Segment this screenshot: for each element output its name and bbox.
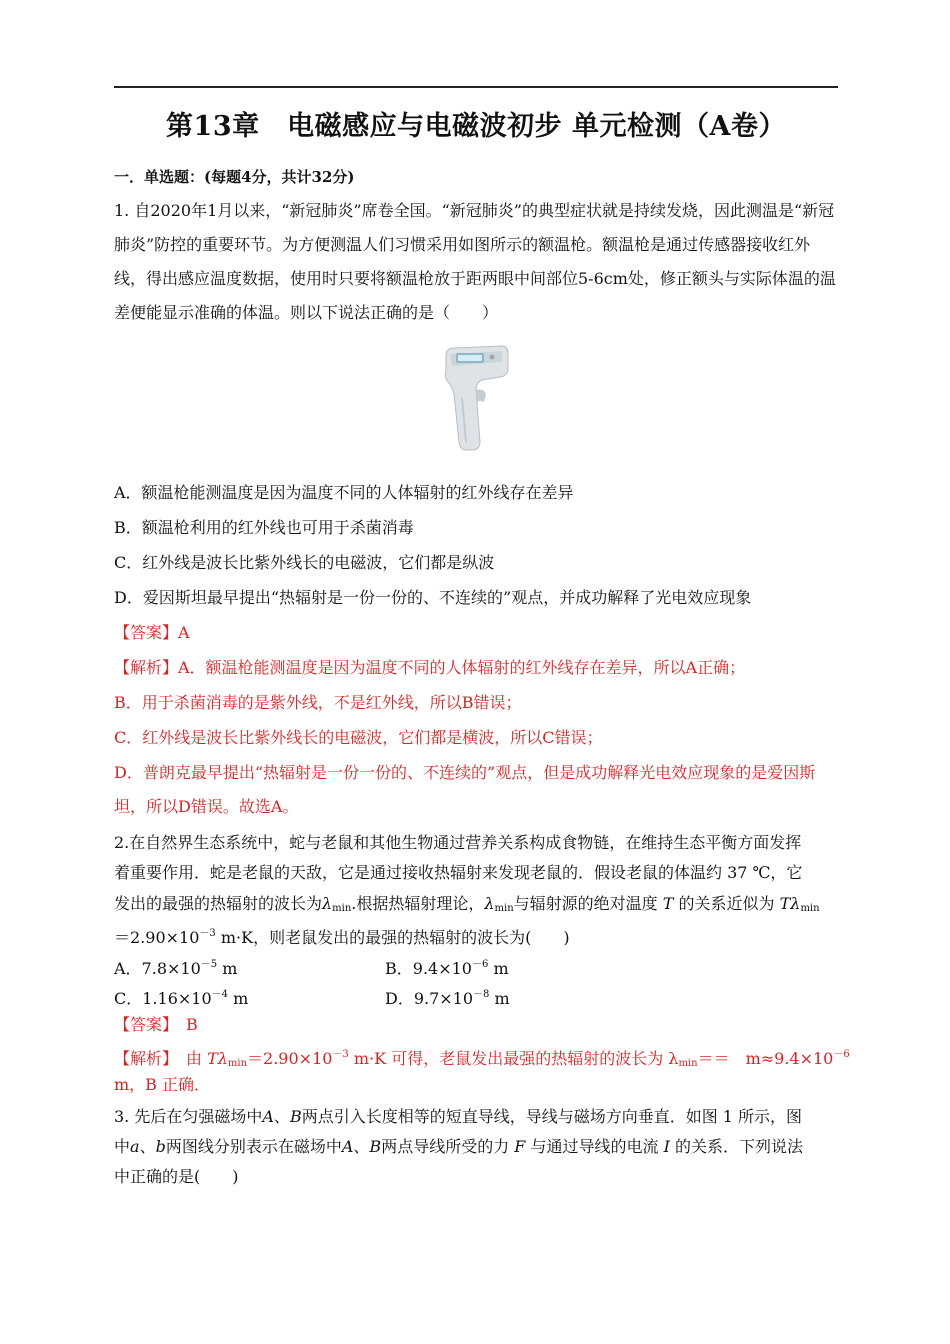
q2-option-a: A．$7.8\times 10^{-5}$ m	[114, 959, 238, 978]
q2-line-4: $=2.90\times 10^{-3}$ m·K，则老鼠发出的最强的热辐射的波长为( )	[114, 928, 570, 947]
q2-answer: 【答案】 B	[114, 1015, 198, 1034]
q1-option-c: C．红外线是波长比紫外线长的电磁波，它们都是纵波	[114, 553, 495, 572]
q1-option-a: A．额温枪能测温度是因为温度不同的人体辐射的红外线存在差异	[114, 483, 574, 502]
q1-option-b: B．额温枪利用的红外线也可用于杀菌消毒	[114, 518, 414, 537]
q1-answer: 【答案】A	[114, 623, 190, 642]
q1-analysis-d: D．普朗克最早提出“热辐射是一份一份的、不连续的”观点，但是成功解释光电效应现象的是爱因斯坦，所以D错误。故选A。	[114, 763, 816, 816]
q2-option-b: B．$9.4\times 10^{-6}$ m	[385, 959, 509, 978]
q1-analysis-c: C．红外线是波长比紫外线长的电磁波，它们都是横波，所以C错误；	[114, 728, 603, 747]
q2-line-3: 发出的最强的热辐射的波长为$\lambda_{min}$.根据热辐射理论，$\lambda_{min}$与辐射源的绝对温度 T 的关系近似为 $T\lambda_{min}$	[114, 894, 820, 914]
q2-line-1: 2.在自然界生态系统中，蛇与老鼠和其他生物通过营养关系构成食物链，在维持生态平衡方面发挥	[114, 833, 802, 852]
q2-analysis-end: m，B 正确．	[114, 1075, 211, 1094]
q1-analysis-a: 【解析】A．额温枪能测温度是因为温度不同的人体辐射的红外线存在差异，所以A正确；	[114, 658, 746, 677]
q1-stem: 1. 自2020年1月以来，“新冠肺炎”席卷全国。“新冠肺炎”的典型症状就是持续发烧，因此测温是“新冠肺炎”防控的重要环节。为方便测温人们习惯采用如图所示的额温枪。额温枪是通过传感器接收红外线，得出感应温度数据，使用时只要将额温枪放于距两眼中间部位5-6cm处，修正额头与实际体温的温差便能显示准确的体温。则以下说法正确的是（ ）	[114, 201, 836, 322]
q2-option-d: D．$9.7\times 10^{-8}$ m	[385, 989, 510, 1008]
q3-line-3: 中正确的是( )	[114, 1167, 239, 1186]
page-title: 第13章 电磁感应与电磁波初步 单元检测（A卷）	[166, 111, 786, 142]
q1-analysis-b: B．用于杀菌消毒的是紫外线，不是红外线，所以B错误；	[114, 693, 522, 712]
q1-option-d: D．爱因斯坦最早提出“热辐射是一份一份的、不连续的”观点，并成功解释了光电效应现象	[114, 588, 752, 607]
infrared-thermometer-icon	[440, 342, 510, 454]
q2-analysis: 【解析】 由 $T\lambda_{min}=2.90\times 10^{-3}$ m·K 可得，老鼠发出最强的热辐射的波长为 $\lambda_{min}==$ $m\approx 9.4\times 10^{-6}$	[114, 1049, 850, 1069]
q2-line-2: 着重要作用．蛇是老鼠的天敌，它是通过接收热辐射来发现老鼠的．假设老鼠的体温约 37 ℃，它	[114, 863, 803, 882]
section-heading: 一．单选题：(每题4分，共计32分)	[114, 168, 355, 186]
q2-option-c: C．$1.16\times 10^{-4}$ m	[114, 989, 249, 1008]
q3-line-1: 3. 先后在匀强磁场中A、B两点引入长度相等的短直导线，导线与磁场方向垂直．如图 1 所示，图	[114, 1107, 803, 1126]
q3-line-2: 中a、b两图线分别表示在磁场中A、B两点导线所受的力 F 与通过导线的电流 I 的关系．下列说法	[114, 1137, 804, 1156]
header-rule	[114, 86, 838, 88]
